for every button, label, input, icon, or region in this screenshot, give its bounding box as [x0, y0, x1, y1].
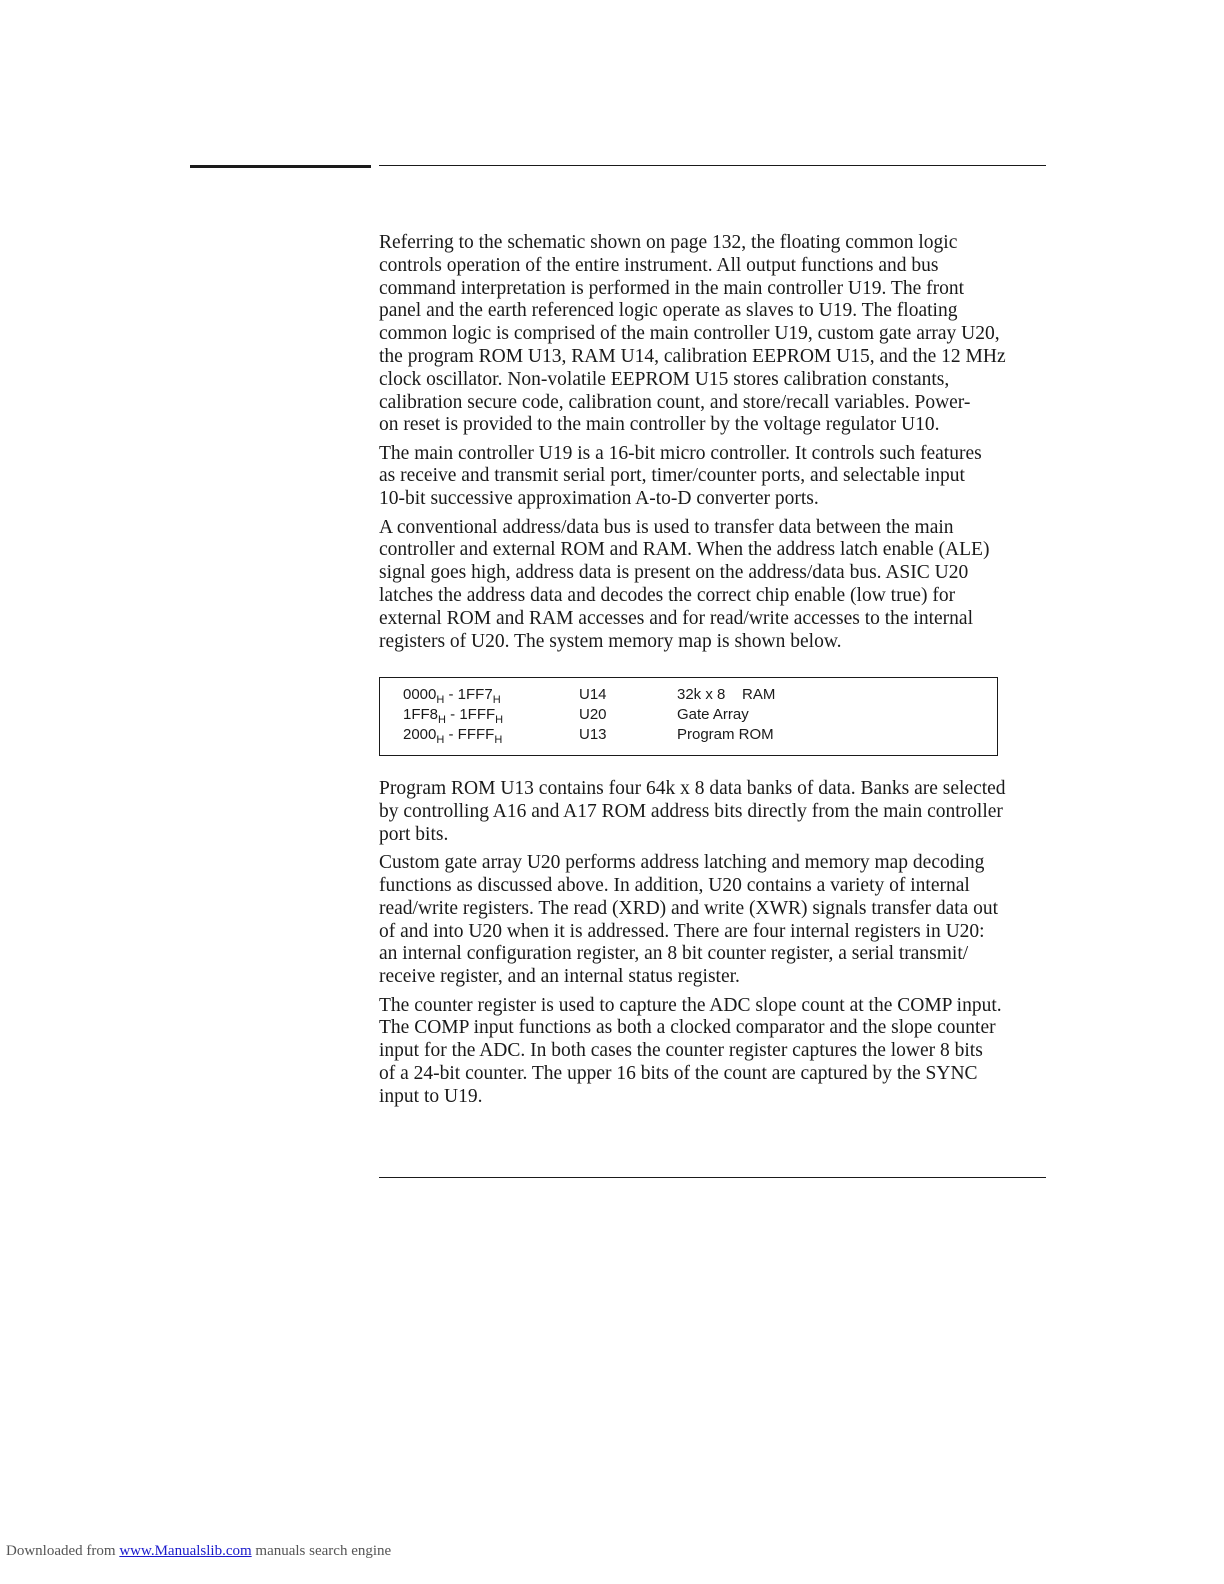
hex-suffix: H — [492, 694, 501, 707]
text-line: an internal configuration register, an 8 bit counter register, a serial transmit/ — [379, 943, 969, 965]
header-rule-left — [190, 165, 371, 168]
text-line: latches the address data and decodes the correct chip enable (low true) for — [379, 584, 956, 606]
text-line: A conventional address/data bus is used to transfer data between the main — [379, 516, 954, 538]
footer-rule — [379, 1177, 1046, 1178]
text-line: input to U19. — [379, 1085, 483, 1107]
text-line: clock oscillator. Non-volatile EEPROM U15 stores calibration constants, — [379, 368, 950, 390]
address-start: 1FF8 — [403, 706, 439, 724]
paragraph-schematic-intro — [379, 232, 1047, 437]
text-line: The COMP input functions as both a clocked comparator and the slope counter — [379, 1017, 996, 1039]
text-line: 10-bit successive approximation A-to-D converter ports. — [379, 488, 819, 510]
text-line: of and into U20 when it is addressed. There are four internal registers in U20: — [379, 920, 985, 942]
memory-description: Gate Array — [677, 706, 749, 724]
paragraph-address-bus — [379, 517, 1047, 654]
memory-map-row — [380, 705, 997, 725]
chip-id: U20 — [579, 706, 607, 724]
footer-prefix: Downloaded from — [6, 1543, 120, 1559]
footer-suffix: manuals search engine — [251, 1543, 392, 1559]
chip-id: U13 — [579, 726, 607, 744]
paragraph-gate-array — [379, 852, 1047, 989]
hex-suffix: H — [436, 694, 445, 707]
text-line: receive register, and an internal status register. — [379, 966, 740, 988]
text-line: as receive and transmit serial port, timer/counter ports, and selectable input — [379, 465, 965, 487]
text-line: registers of U20. The system memory map is shown below. — [379, 630, 842, 652]
manualslib-link[interactable]: www.Manualslib.com — [119, 1543, 252, 1559]
range-separator: - — [444, 686, 458, 704]
hex-suffix: H — [495, 714, 504, 727]
memory-map-row — [380, 725, 997, 745]
hex-suffix: H — [438, 714, 446, 727]
text-line: of a 24-bit counter. The upper 16 bits of the count are captured by the SYNC — [379, 1062, 978, 1084]
address-end: 1FFF — [459, 706, 496, 724]
hex-suffix: H — [436, 734, 445, 747]
paragraph-counter-register — [379, 995, 1047, 1109]
text-line: port bits. — [379, 823, 449, 845]
text-line: common logic is comprised of the main controller U19, custom gate array U20, — [379, 323, 1000, 345]
range-separator: - — [444, 726, 458, 744]
body-text — [379, 232, 1047, 1114]
download-footer — [6, 1543, 391, 1560]
address-end: FFFF — [457, 726, 495, 744]
text-line: controller and external ROM and RAM. When the address latch enable (ALE) — [379, 539, 990, 561]
text-line: command interpretation is performed in the main controller U19. The front — [379, 277, 965, 299]
text-line: Referring to the schematic shown on page 132, the floating common logic — [379, 232, 958, 253]
hex-suffix: H — [494, 734, 503, 747]
address-end: 1FF7 — [457, 686, 493, 704]
text-line: The counter register is used to capture the ADC slope count at the COMP input. — [379, 994, 1002, 1016]
paragraph-program-rom — [379, 778, 1047, 846]
text-line: the program ROM U13, RAM U14, calibration EEPROM U15, and the 12 MHz — [379, 345, 1006, 367]
text-line: external ROM and RAM accesses and for read/write accesses to the internal — [379, 607, 973, 629]
text-line: The main controller U19 is a 16-bit micro controller. It controls such features — [379, 442, 982, 464]
address-start: 2000 — [403, 726, 437, 744]
address-range — [403, 685, 501, 705]
text-line: calibration secure code, calibration count, and store/recall variables. Power- — [379, 391, 971, 413]
chip-id: U14 — [579, 686, 607, 704]
memory-description: 32k x 8 RAM — [677, 686, 776, 704]
text-line: by controlling A16 and A17 ROM address bits directly from the main controller — [379, 801, 1003, 823]
address-range — [403, 725, 502, 745]
text-line: read/write registers. The read (XRD) and write (XWR) signals transfer data out — [379, 897, 999, 919]
memory-description: Program ROM — [677, 726, 774, 744]
text-line: controls operation of the entire instrument. All output functions and bus — [379, 254, 939, 276]
memory-map-row — [380, 685, 997, 705]
paragraph-main-controller — [379, 443, 1047, 511]
text-line: Custom gate array U20 performs address latching and memory map decoding — [379, 852, 985, 874]
address-start: 0000 — [403, 686, 437, 704]
text-line: functions as discussed above. In addition, U20 contains a variety of internal — [379, 875, 970, 897]
text-line: signal goes high, address data is present on the address/data bus. ASIC U20 — [379, 562, 969, 584]
text-line: Program ROM U13 contains four 64k x 8 data banks of data. Banks are selected — [379, 778, 1006, 800]
range-separator: - — [445, 706, 460, 724]
header-rule — [379, 165, 1046, 166]
memory-map-table — [379, 677, 998, 756]
address-range — [403, 705, 503, 725]
text-line: input for the ADC. In both cases the counter register captures the lower 8 bits — [379, 1040, 983, 1062]
text-line: panel and the earth referenced logic operate as slaves to U19. The floating — [379, 300, 958, 322]
text-line: on reset is provided to the main controller by the voltage regulator U10. — [379, 414, 940, 436]
